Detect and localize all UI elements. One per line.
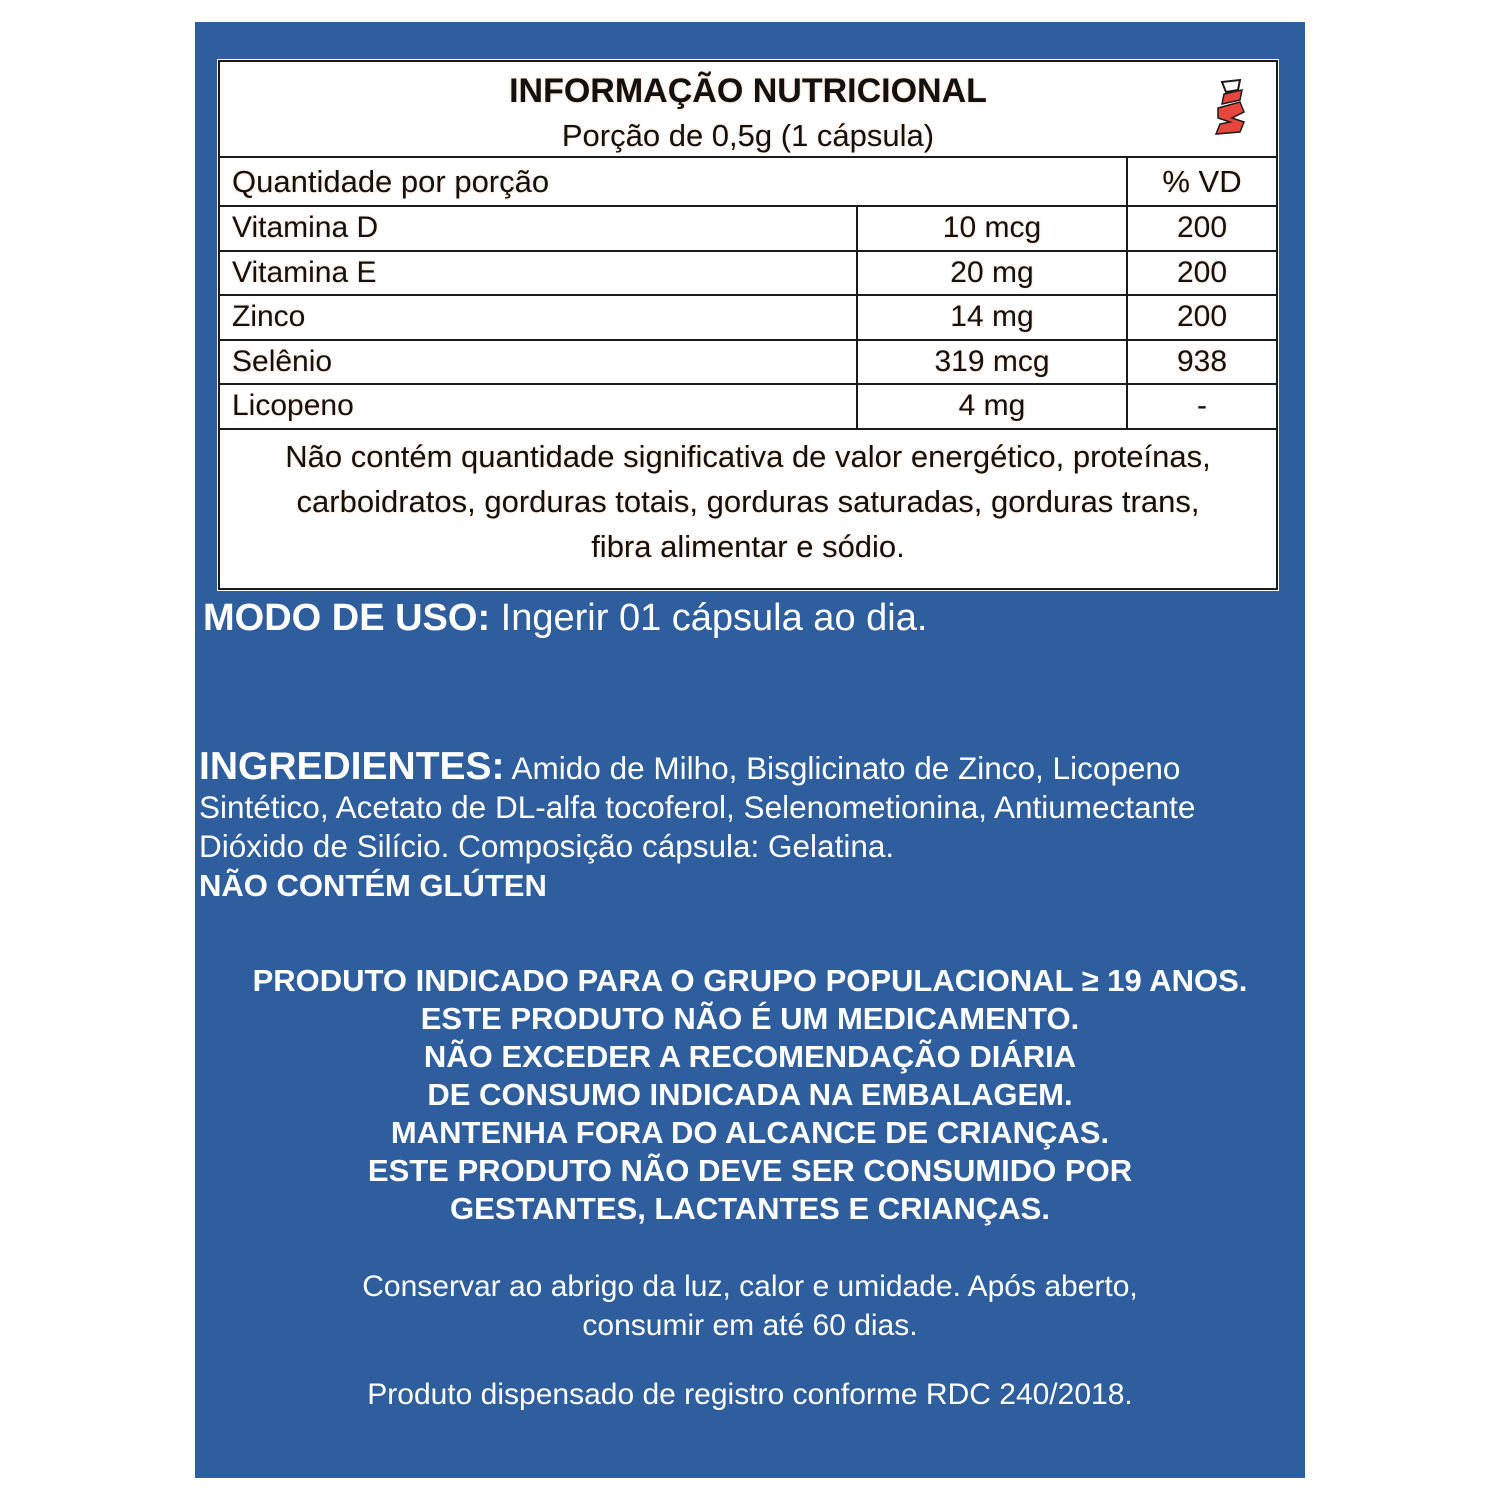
nutrient-name: Selênio [232, 344, 333, 378]
storage-instructions [195, 1267, 1305, 1345]
registration-notice: Produto dispensado de registro conforme RDC 240/2018. [367, 1378, 1133, 1411]
footnote-line: Não contém quantidade significativa de valor energético, proteínas, [285, 438, 1211, 474]
nutrient-amount: 4 mg [856, 385, 1126, 428]
gluten-notice: NÃO CONTÉM GLÚTEN [199, 868, 547, 903]
footnote-line: carboidratos, gorduras totais, gorduras saturadas, gorduras trans, [296, 483, 1200, 519]
nutrition-table [218, 60, 1278, 590]
usage-instructions [203, 597, 927, 640]
nutrient-amount: 10 mcg [856, 207, 1126, 250]
label-panel [195, 22, 1305, 1478]
table-row [220, 341, 1276, 386]
warnings-block [195, 962, 1305, 1228]
table-row [220, 385, 1276, 430]
usage-label: MODO DE USO: [203, 597, 491, 639]
nutrition-footnote [220, 430, 1276, 569]
table-row [220, 207, 1276, 252]
storage-line: consumir em até 60 dias. [582, 1309, 918, 1342]
warning-line: ESTE PRODUTO NÃO DEVE SER CONSUMIDO POR [367, 1153, 1133, 1188]
warning-line: MANTENHA FORA DO ALCANCE DE CRIANÇAS. [390, 1115, 1110, 1150]
nutrient-amount: 319 mcg [856, 341, 1126, 384]
ingredients-section [199, 747, 1299, 905]
nutrient-name: Vitamina E [232, 255, 377, 289]
nutrient-vd: 938 [1126, 341, 1276, 384]
ingredients-text: Amido de Milho, Bisglicinato de Zinco, Licopeno Sintético, Acetato de DL-alfa tocoferol, Selenometionina, Antiumectante Dióxido de Silício. Composição cápsula: Gelatina. [199, 750, 1196, 864]
nutrient-name: Licopeno [232, 389, 354, 423]
warning-line: ESTE PRODUTO NÃO É UM MEDICAMENTO. [420, 1001, 1080, 1036]
footnote-line: fibra alimentar e sódio. [591, 528, 905, 564]
header-qty: Quantidade por porção [232, 163, 550, 199]
nutrient-amount: 20 mg [856, 252, 1126, 295]
warning-line: NÃO EXCEDER A RECOMENDAÇÃO DIÁRIA [423, 1039, 1077, 1074]
header-vd: % VD [1126, 158, 1276, 205]
nutrient-vd: 200 [1126, 296, 1276, 339]
nutrition-header [220, 62, 1276, 158]
nutrition-header-row [220, 158, 1276, 207]
nutrition-portion: Porção de 0,5g (1 cápsula) [561, 118, 935, 153]
nutrient-name: Vitamina D [232, 211, 379, 245]
warning-line: PRODUTO INDICADO PARA O GRUPO POPULACIONAL ≥ 19 ANOS. [252, 963, 1248, 998]
nutrient-amount: 14 mg [856, 296, 1126, 339]
table-row [220, 252, 1276, 297]
table-row [220, 296, 1276, 341]
warning-line: GESTANTES, LACTANTES E CRIANÇAS. [450, 1191, 1050, 1226]
nutrition-title: INFORMAÇÃO NUTRICIONAL [509, 72, 987, 110]
usage-text: Ingerir 01 cápsula ao dia. [490, 597, 928, 639]
nutrient-vd: 200 [1126, 207, 1276, 250]
ingredients-label: INGREDIENTES: [199, 745, 505, 788]
registration-logo-icon [1210, 78, 1250, 136]
nutrient-vd: - [1126, 385, 1276, 428]
nutrient-vd: 200 [1126, 252, 1276, 295]
nutrient-name: Zinco [232, 300, 306, 334]
storage-line: Conservar ao abrigo da luz, calor e umidade. Após aberto, [362, 1270, 1138, 1303]
warning-line: DE CONSUMO INDICADA NA EMBALAGEM. [427, 1077, 1073, 1112]
